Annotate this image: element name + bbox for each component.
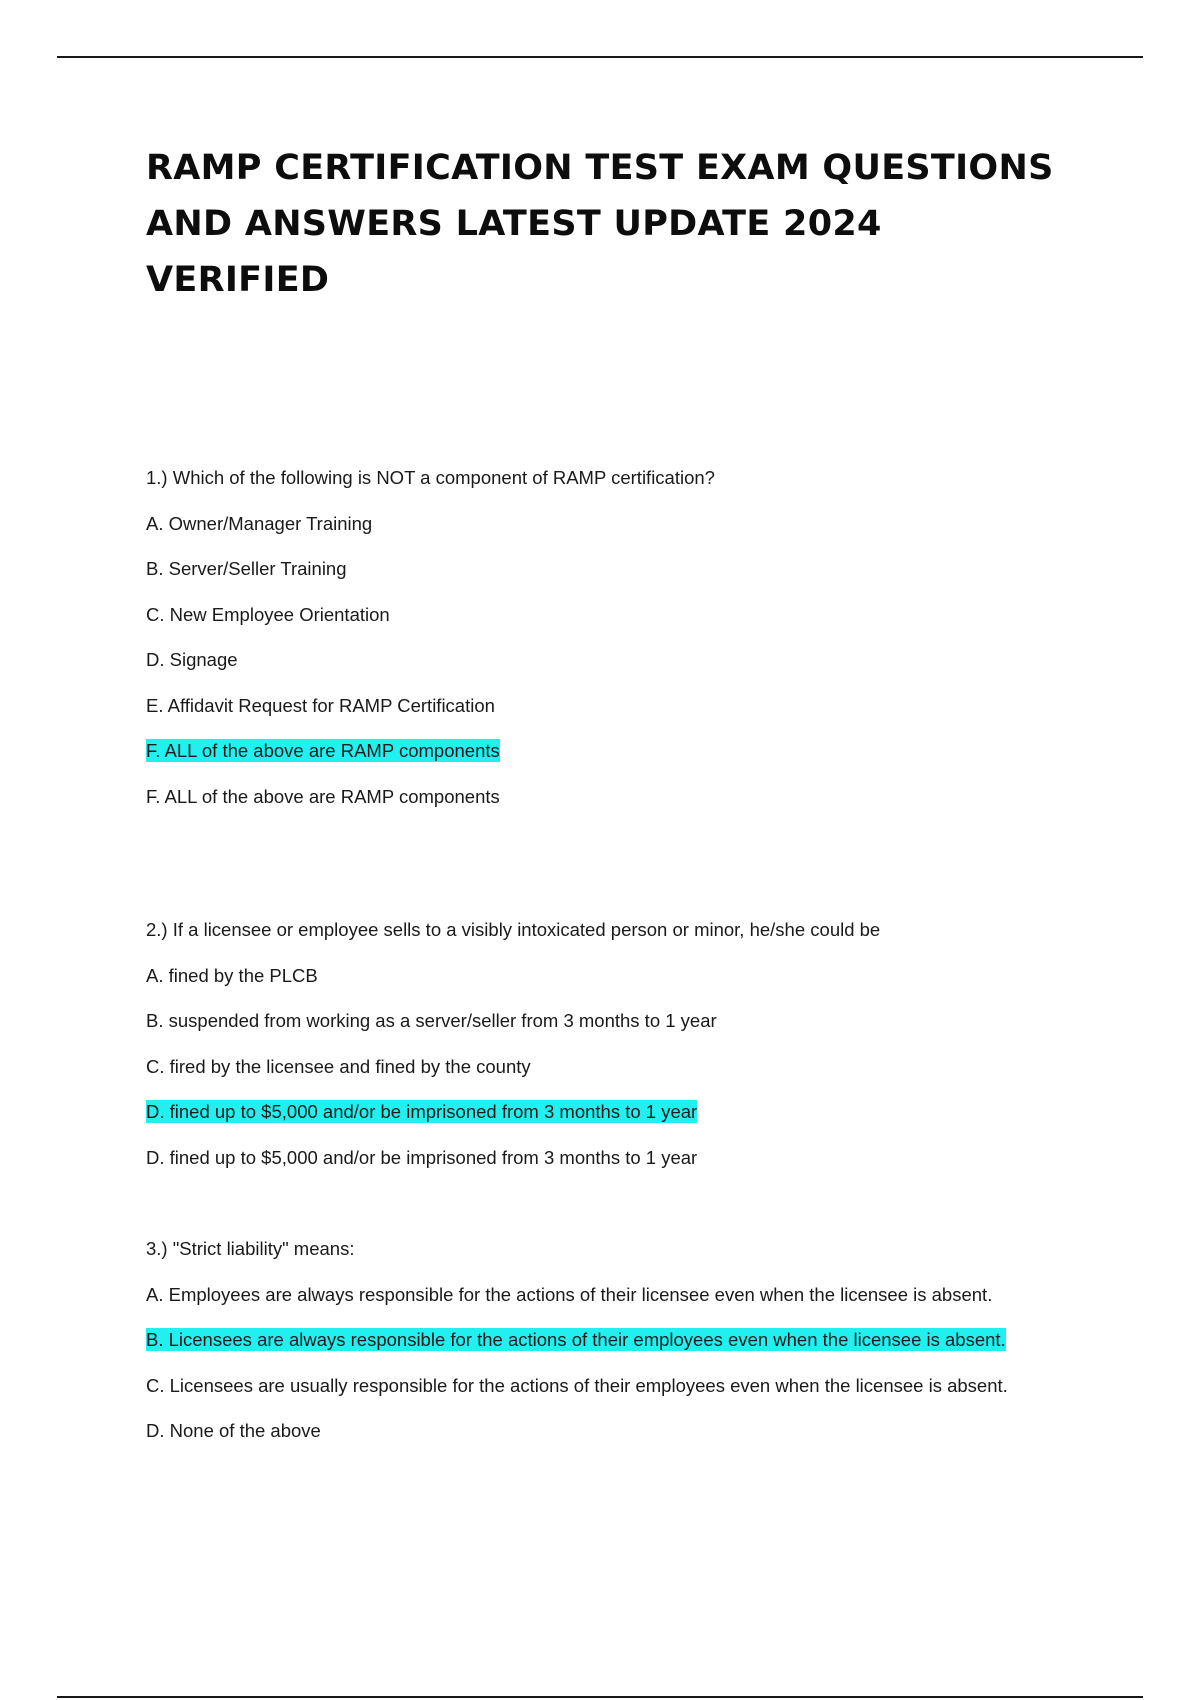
- question-2-answer: D. fined up to $5,000 and/or be imprisoned from 3 months to 1 year: [146, 1146, 698, 1168]
- question-2-prompt: 2.) If a licensee or employee sells to a visibly intoxicated person or minor, he/she could be: [146, 919, 881, 940]
- question-1-answer: F. ALL of the above are RAMP components: [146, 785, 500, 807]
- title-line-3: VERIFIED: [146, 260, 330, 300]
- question-3-option-b-highlighted: B. Licensees are always responsible for the actions of their employees even when the licensee is absent.: [146, 1329, 1006, 1350]
- page-title: [146, 140, 1116, 308]
- question-1-option-c: C. New Employee Orientation: [146, 603, 390, 625]
- question-1-option-a: A. Owner/Manager Training: [146, 512, 373, 534]
- question-3-prompt: 3.) "Strict liability" means:: [146, 1238, 355, 1259]
- question-1-option-d: D. Signage: [146, 649, 238, 670]
- question-2: [146, 907, 1146, 1180]
- question-2-option-a: A. fined by the PLCB: [146, 964, 318, 986]
- question-1-option-e: E. Affidavit Request for RAMP Certification: [146, 694, 495, 716]
- top-rule: [57, 56, 1143, 58]
- question-1: [146, 455, 1146, 819]
- title-line-1: RAMP CERTIFICATION TEST EXAM QUESTIONS: [146, 148, 1054, 188]
- question-3: [146, 1226, 1146, 1454]
- question-2-option-b: B. suspended from working as a server/seller from 3 months to 1 year: [146, 1010, 717, 1031]
- question-1-option-b: B. Server/Seller Training: [146, 558, 347, 579]
- bottom-rule: [57, 1696, 1143, 1698]
- question-3-option-c: C. Licensees are usually responsible for the actions of their employees even when the licensee is absent.: [146, 1374, 1008, 1396]
- question-2-highlighted-answer: D. fined up to $5,000 and/or be imprisoned from 3 months to 1 year: [146, 1101, 698, 1122]
- question-3-option-a: A. Employees are always responsible for the actions of their licensee even when the licensee is absent.: [146, 1283, 993, 1305]
- question-1-prompt: 1.) Which of the following is NOT a component of RAMP certification?: [146, 467, 715, 488]
- question-3-option-d: D. None of the above: [146, 1420, 321, 1441]
- question-1-highlighted-answer: F. ALL of the above are RAMP components: [146, 740, 500, 761]
- title-line-2: AND ANSWERS LATEST UPDATE 2024: [146, 204, 882, 244]
- question-2-option-c: C. fired by the licensee and fined by the county: [146, 1055, 531, 1077]
